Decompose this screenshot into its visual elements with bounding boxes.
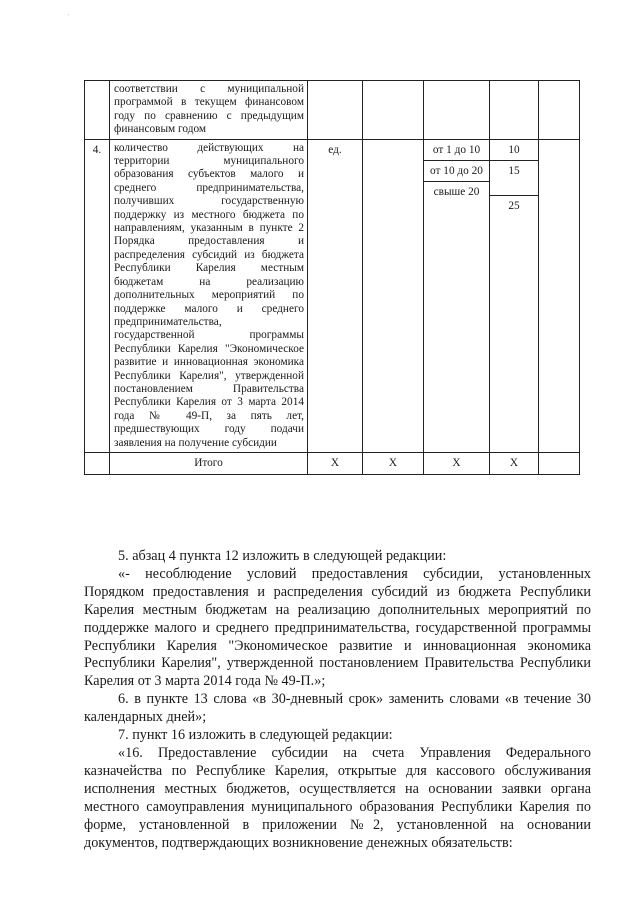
paragraph-7-text: «16. Предоставление субсидии на счета Управления Федерального казначейства по Республике Карелия, открытые для кассового обслуживания исполнения местных бюджетов, осуществляется на основании заявки органа местного самоуправления муниципального образования Республики Карелия по форме, установленной в приложении №2, установленной на основании документов, подтверждающих возникновение денежных обязательств: <box>84 744 591 851</box>
total-mark: X <box>490 452 539 474</box>
score-cell <box>490 81 539 140</box>
condition-item: свыше 20 <box>433 186 480 199</box>
blank-cell <box>363 139 424 452</box>
unit-cell <box>308 81 363 140</box>
row-unit: ед. <box>308 139 363 452</box>
score-item: 15 <box>490 161 538 196</box>
paragraph-5-text: «- несоблюдение условий предоставления субсидии, установленных Порядком предоставления и распределения субсидий из бюджета Республики Карелия местным бюджетам на реализацию дополнительных мероприятий по поддержке малого и среднего предпринимательства, государственной программы Республики Карелия "Экономическое развитие и инновационная экономика Республики Карелия", утвержденной постановлением Правительства Республики Карелия от 3 марта 2014 года № 49-П.»; <box>84 565 591 690</box>
score-list <box>490 139 539 452</box>
condition-item: от 10 до 20 <box>424 161 489 182</box>
paragraph-6: 6. в пункте 13 слова «в 30-дневный срок» заменить словами «в течение 30 календарных дней»; <box>84 691 591 726</box>
condition-item: от 1 до 10 <box>424 140 489 161</box>
total-label: Итого <box>110 452 308 474</box>
condition-cell <box>424 81 490 140</box>
total-number-cell <box>85 452 110 474</box>
row-number: 4. <box>85 139 110 452</box>
paragraph-5: 5. абзац 4 пункта 12 изложить в следующей редакции: <box>118 548 447 564</box>
blank-cell <box>363 81 424 140</box>
total-row <box>85 452 580 474</box>
row-description: количество действующих на территории муниципального образования субъектов малого и среднего предпринимательства, получивших государственную поддержку из местного бюджета по направлениям, указанным в пункте 2 Порядка предоставления и распределения субсидий из бюджета Республики Карелия местным бюджетам на реализацию дополнительных мероприятий по поддержке малого и среднего предпринимательства, государственной программы Республики Карелия "Экономическое развитие и инновационная экономика Республики Карелия", утвержденной постановлением Правительства Республики Карелия от 3 марта 2014 года № 49-П, за пять лет, предшествующих году подачи заявления на получение субсидии <box>110 139 308 452</box>
paragraph-7: 7. пункт 16 изложить в следующей редакции: <box>118 727 393 744</box>
row-description: соответствии с муниципальной программой в текущем финансовом году по сравнению с предыдущим финансовым годом <box>110 81 308 140</box>
score-item: 25 <box>508 200 520 213</box>
total-mark: X <box>308 452 363 474</box>
total-mark: X <box>363 452 424 474</box>
total-mark: X <box>424 452 490 474</box>
table-row-4 <box>85 139 580 452</box>
score-item: 10 <box>490 140 538 161</box>
corner-mark: ' <box>68 14 70 20</box>
condition-list <box>424 139 490 452</box>
table-row-continued <box>85 81 580 140</box>
row-number-cell <box>85 81 110 140</box>
extra-cell <box>539 452 580 474</box>
extra-cell <box>539 81 580 140</box>
document-body <box>84 548 591 852</box>
extra-cell <box>539 139 580 452</box>
criteria-table <box>84 80 580 475</box>
